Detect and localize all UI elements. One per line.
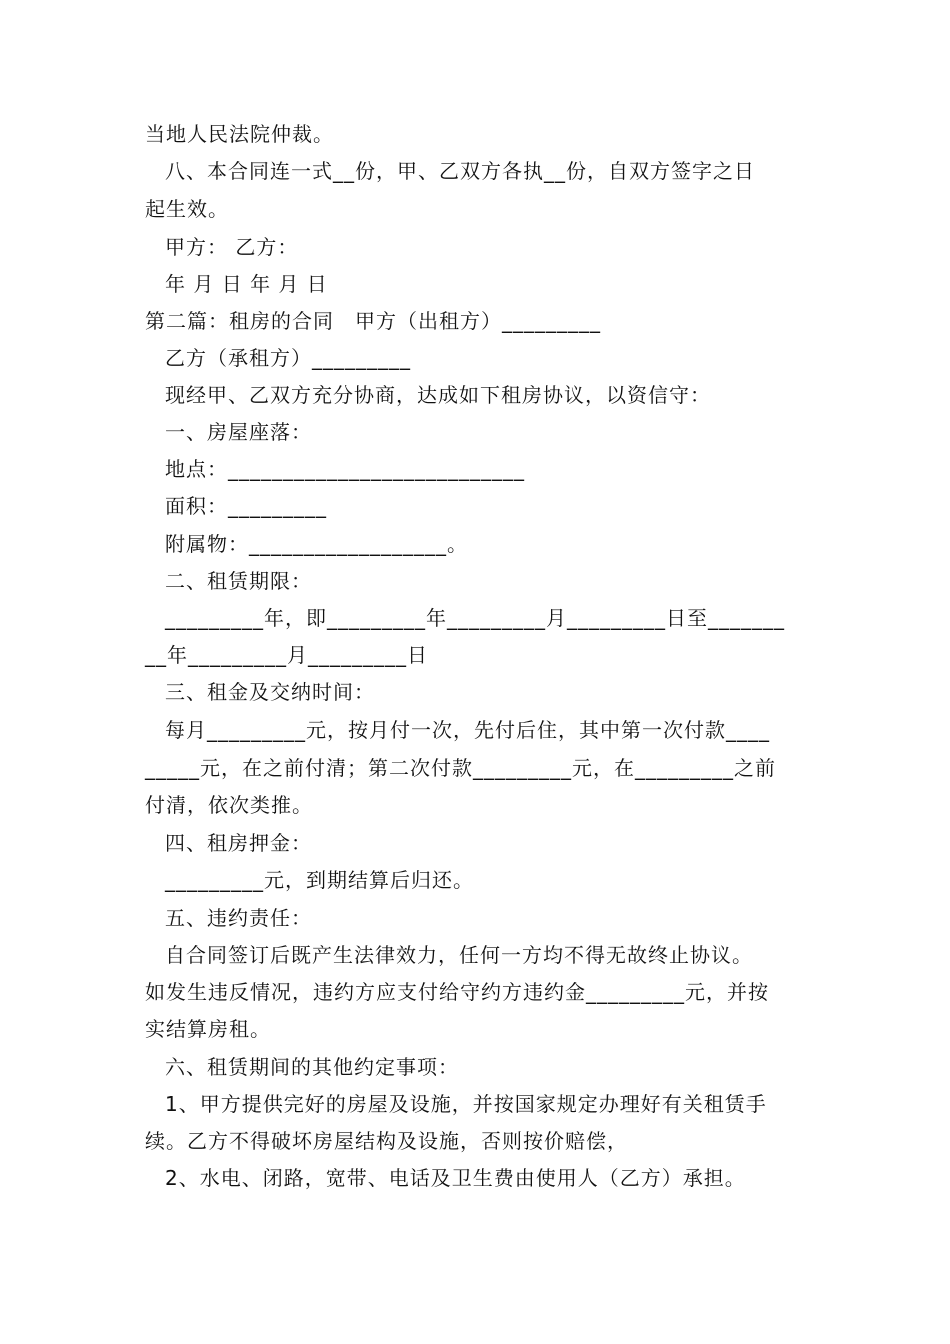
- text-line: __年_________月_________日: [145, 643, 428, 667]
- text-line: _________年，即_________年_________月_________日至_______: [165, 606, 785, 630]
- text-line: 当地人民法院仲裁。: [145, 122, 334, 146]
- text-line: 付清，依次类推。: [145, 793, 313, 817]
- text-line: 三、租金及交纳时间：: [165, 680, 375, 704]
- text-line: 附属物：__________________。: [165, 532, 468, 556]
- text-line: 自合同签订后既产生法律效力，任何一方均不得无故终止协议。: [165, 943, 753, 967]
- text-line: 1、甲方提供完好的房屋及设施，并按国家规定办理好有关租赁手: [165, 1092, 767, 1116]
- text-line: 续。乙方不得破坏房屋结构及设施，否则按价赔偿，: [145, 1129, 628, 1153]
- text-line: 年 月 日 年 月 日: [165, 272, 328, 296]
- text-line: _________元，到期结算后归还。: [165, 868, 474, 892]
- text-line: 二、租赁期限：: [165, 569, 312, 593]
- text-line: 五、违约责任：: [165, 906, 312, 930]
- text-line: 一、房屋座落：: [165, 420, 312, 444]
- text-line: 现经甲、乙双方充分协商，达成如下租房协议，以资信守：: [165, 383, 711, 407]
- text-line: 起生效。: [145, 197, 229, 221]
- text-line: 实结算房租。: [145, 1017, 271, 1041]
- text-line: 六、租赁期间的其他约定事项：: [165, 1055, 459, 1079]
- text-line: 地点：___________________________: [165, 457, 525, 481]
- text-line: 乙方（承租方）_________: [165, 346, 411, 370]
- text-line: 四、租房押金：: [165, 831, 312, 855]
- text-line: 甲方： 乙方：: [165, 235, 299, 259]
- text-line: _____元，在之前付清；第二次付款_________元，在_________之前: [145, 756, 776, 780]
- text-line: 八、本合同连一式__份，甲、乙双方各执__份，自双方签字之日: [165, 159, 755, 183]
- section-title: 第二篇：租房的合同 甲方（出租方）_________: [145, 309, 601, 333]
- text-line: 每月_________元，按月付一次，先付后住，其中第一次付款____: [165, 718, 770, 742]
- text-line: 2、水电、闭路，宽带、电话及卫生费由使用人（乙方）承担。: [165, 1166, 746, 1190]
- text-line: 如发生违反情况，违约方应支付给守约方违约金_________元，并按: [145, 980, 769, 1004]
- text-line: 面积：_________: [165, 494, 327, 518]
